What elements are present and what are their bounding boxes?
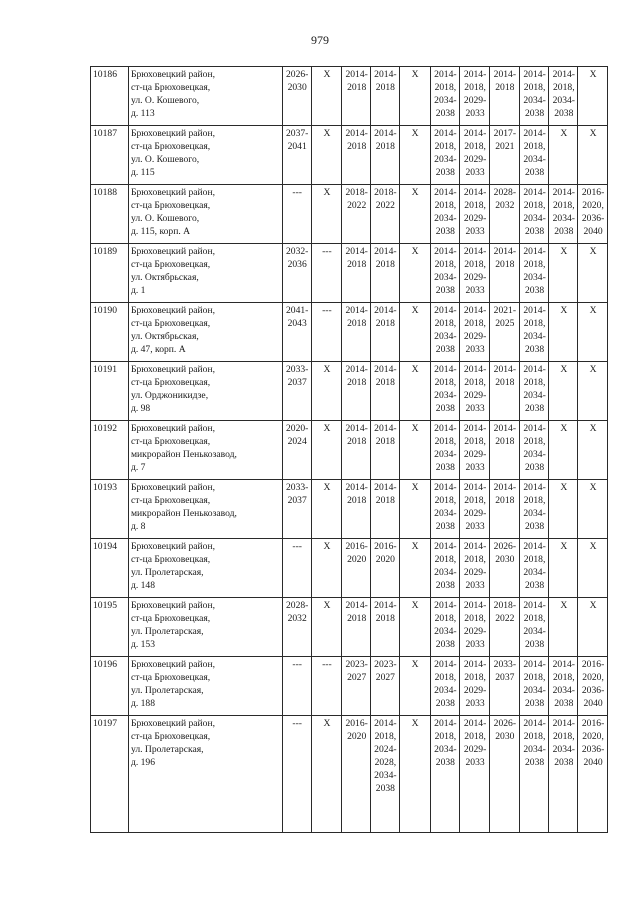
period-cell: 2041- 2043 <box>282 303 311 362</box>
row-number: 10193 <box>91 480 129 539</box>
period-cell: Х <box>399 598 430 657</box>
address-cell: Брюховецкий район, ст-ца Брюховецкая, ул. Пролетарская, д. 148 <box>128 539 282 598</box>
period-cell: 2014- 2018 <box>371 126 400 185</box>
period-cell: 2014- 2018, 2024- 2028, 2034- 2038 <box>371 716 400 833</box>
period-cell: --- <box>282 657 311 716</box>
address-cell: Брюховецкий район, ст-ца Брюховецкая, микрорайон Пенькозавод, д. 8 <box>128 480 282 539</box>
period-cell: 2014- 2018, 2034- 2038 <box>430 657 460 716</box>
period-cell: Х <box>399 480 430 539</box>
period-cell: 2014- 2018, 2034- 2038 <box>430 598 460 657</box>
period-cell: Х <box>578 244 608 303</box>
period-cell: 2014- 2018, 2034- 2038 <box>519 480 549 539</box>
period-cell: 2016- 2020, 2036- 2040 <box>578 657 608 716</box>
row-number: 10188 <box>91 185 129 244</box>
period-cell: 2014- 2018 <box>489 67 519 126</box>
period-cell: Х <box>549 598 578 657</box>
period-cell: 2026- 2030 <box>282 67 311 126</box>
period-cell: Х <box>578 421 608 480</box>
period-cell: 2014- 2018, 2029- 2033 <box>460 126 490 185</box>
period-cell: 2014- 2018, 2034- 2038 <box>430 126 460 185</box>
period-cell: 2014- 2018, 2029- 2033 <box>460 421 490 480</box>
period-cell: 2014- 2018, 2034- 2038 <box>549 716 578 833</box>
page-number: 979 <box>311 33 329 47</box>
period-cell: 2023- 2027 <box>342 657 371 716</box>
period-cell: --- <box>282 539 311 598</box>
period-cell: 2014- 2018, 2034- 2038 <box>430 303 460 362</box>
period-cell: --- <box>282 716 311 833</box>
period-cell: 2014- 2018, 2029- 2033 <box>460 303 490 362</box>
period-cell: Х <box>578 126 608 185</box>
period-cell: 2016- 2020, 2036- 2040 <box>578 185 608 244</box>
period-cell: 2014- 2018, 2034- 2038 <box>519 185 549 244</box>
period-cell: 2016- 2020 <box>371 539 400 598</box>
period-cell: 2016- 2020, 2036- 2040 <box>578 716 608 833</box>
period-cell: 2032- 2036 <box>282 244 311 303</box>
period-cell: 2018- 2022 <box>371 185 400 244</box>
period-cell: 2014- 2018, 2034- 2038 <box>519 244 549 303</box>
period-cell: 2014- 2018 <box>342 126 371 185</box>
row-number: 10186 <box>91 67 129 126</box>
row-number: 10192 <box>91 421 129 480</box>
period-cell: 2014- 2018, 2034- 2038 <box>519 303 549 362</box>
period-cell: 2014- 2018, 2029- 2033 <box>460 657 490 716</box>
period-cell: 2014- 2018, 2034- 2038 <box>549 657 578 716</box>
period-cell: 2028- 2032 <box>489 185 519 244</box>
row-number: 10191 <box>91 362 129 421</box>
period-cell: --- <box>282 185 311 244</box>
period-cell: 2023- 2027 <box>371 657 400 716</box>
period-cell: 2014- 2018, 2029- 2033 <box>460 598 490 657</box>
period-cell: 2014- 2018, 2029- 2033 <box>460 362 490 421</box>
period-cell: --- <box>311 244 342 303</box>
period-cell: 2017- 2021 <box>489 126 519 185</box>
period-cell: 2014- 2018, 2034- 2038 <box>519 716 549 833</box>
row-number: 10195 <box>91 598 129 657</box>
row-number: 10190 <box>91 303 129 362</box>
period-cell: Х <box>311 598 342 657</box>
period-cell: 2014- 2018, 2034- 2038 <box>519 598 549 657</box>
period-cell: Х <box>399 421 430 480</box>
period-cell: Х <box>399 67 430 126</box>
period-cell: Х <box>549 244 578 303</box>
row-number: 10187 <box>91 126 129 185</box>
period-cell: Х <box>549 126 578 185</box>
period-cell: Х <box>399 716 430 833</box>
period-cell: 2033- 2037 <box>282 480 311 539</box>
period-cell: 2014- 2018, 2034- 2038 <box>519 657 549 716</box>
period-cell: 2033- 2037 <box>282 362 311 421</box>
period-cell: --- <box>311 657 342 716</box>
period-cell: 2014- 2018 <box>489 421 519 480</box>
period-cell: 2014- 2018 <box>489 244 519 303</box>
period-cell: 2014- 2018 <box>342 480 371 539</box>
period-cell: 2014- 2018, 2029- 2033 <box>460 244 490 303</box>
period-cell: 2014- 2018, 2029- 2033 <box>460 185 490 244</box>
period-cell: 2014- 2018, 2034- 2038 <box>519 539 549 598</box>
period-cell: Х <box>549 303 578 362</box>
period-cell: Х <box>549 421 578 480</box>
table-row <box>91 362 608 421</box>
period-cell: 2014- 2018 <box>342 67 371 126</box>
period-cell: 2014- 2018, 2034- 2038 <box>430 716 460 833</box>
address-cell: Брюховецкий район, ст-ца Брюховецкая, ул. О. Кошевого, д. 115 <box>128 126 282 185</box>
period-cell: 2018- 2022 <box>342 185 371 244</box>
period-cell: 2014- 2018 <box>342 598 371 657</box>
period-cell: Х <box>311 67 342 126</box>
period-cell: 2014- 2018, 2034- 2038 <box>430 421 460 480</box>
table-row <box>91 421 608 480</box>
period-cell: Х <box>311 362 342 421</box>
period-cell: 2014- 2018, 2034- 2038 <box>430 539 460 598</box>
address-cell: Брюховецкий район, ст-ца Брюховецкая, ул. Орджоникидзе, д. 98 <box>128 362 282 421</box>
period-cell: Х <box>399 362 430 421</box>
period-cell: Х <box>311 421 342 480</box>
period-cell: 2026- 2030 <box>489 539 519 598</box>
period-cell: 2020- 2024 <box>282 421 311 480</box>
table-row <box>91 716 608 833</box>
address-cell: Брюховецкий район, ст-ца Брюховецкая, микрорайон Пенькозавод, д. 7 <box>128 421 282 480</box>
period-cell: Х <box>399 303 430 362</box>
table-body <box>91 67 608 833</box>
period-cell: 2014- 2018, 2034- 2038 <box>430 362 460 421</box>
period-cell: 2014- 2018 <box>371 362 400 421</box>
table-row <box>91 185 608 244</box>
period-cell: 2014- 2018, 2034- 2038 <box>519 362 549 421</box>
period-cell: Х <box>578 480 608 539</box>
period-cell: 2014- 2018 <box>342 244 371 303</box>
address-cell: Брюховецкий район, ст-ца Брюховецкая, ул. Октябрьская, д. 47, корп. А <box>128 303 282 362</box>
period-cell: 2026- 2030 <box>489 716 519 833</box>
period-cell: Х <box>399 244 430 303</box>
row-number: 10189 <box>91 244 129 303</box>
period-cell: 2028- 2032 <box>282 598 311 657</box>
period-cell: 2014- 2018, 2034- 2038 <box>519 67 549 126</box>
address-cell: Брюховецкий район, ст-ца Брюховецкая, ул. Пролетарская, д. 188 <box>128 657 282 716</box>
period-cell: Х <box>399 657 430 716</box>
period-cell: 2014- 2018 <box>489 362 519 421</box>
period-cell: 2016- 2020 <box>342 716 371 833</box>
period-cell: 2014- 2018 <box>371 303 400 362</box>
period-cell: Х <box>578 67 608 126</box>
table-row <box>91 657 608 716</box>
period-cell: 2033- 2037 <box>489 657 519 716</box>
period-cell: 2014- 2018, 2029- 2033 <box>460 480 490 539</box>
table-row <box>91 126 608 185</box>
period-cell: Х <box>578 598 608 657</box>
period-cell: Х <box>311 185 342 244</box>
period-cell: Х <box>578 362 608 421</box>
period-cell: 2018- 2022 <box>489 598 519 657</box>
period-cell: 2014- 2018, 2034- 2038 <box>430 244 460 303</box>
period-cell: Х <box>549 539 578 598</box>
table-row <box>91 480 608 539</box>
table-row <box>91 67 608 126</box>
period-cell: 2014- 2018 <box>371 67 400 126</box>
period-cell: 2014- 2018, 2034- 2038 <box>430 480 460 539</box>
row-number: 10196 <box>91 657 129 716</box>
period-cell: Х <box>578 303 608 362</box>
period-cell: 2014- 2018 <box>371 421 400 480</box>
housing-repair-schedule-table <box>90 66 608 833</box>
period-cell: 2014- 2018 <box>371 480 400 539</box>
address-cell: Брюховецкий район, ст-ца Брюховецкая, ул. Пролетарская, д. 196 <box>128 716 282 833</box>
period-cell: 2014- 2018, 2034- 2038 <box>519 126 549 185</box>
period-cell: 2021- 2025 <box>489 303 519 362</box>
row-number: 10197 <box>91 716 129 833</box>
period-cell: Х <box>399 126 430 185</box>
period-cell: 2014- 2018 <box>342 421 371 480</box>
period-cell: 2014- 2018, 2034- 2038 <box>519 421 549 480</box>
table-row <box>91 598 608 657</box>
period-cell: 2014- 2018, 2034- 2038 <box>430 67 460 126</box>
period-cell: 2014- 2018 <box>342 303 371 362</box>
period-cell: 2016- 2020 <box>342 539 371 598</box>
period-cell: 2014- 2018, 2034- 2038 <box>430 185 460 244</box>
table-row <box>91 303 608 362</box>
address-cell: Брюховецкий район, ст-ца Брюховецкая, ул. О. Кошевого, д. 113 <box>128 67 282 126</box>
period-cell: 2014- 2018, 2029- 2033 <box>460 716 490 833</box>
period-cell: 2014- 2018, 2029- 2033 <box>460 67 490 126</box>
period-cell: 2037- 2041 <box>282 126 311 185</box>
address-cell: Брюховецкий район, ст-ца Брюховецкая, ул. Пролетарская, д. 153 <box>128 598 282 657</box>
table-row <box>91 244 608 303</box>
address-cell: Брюховецкий район, ст-ца Брюховецкая, ул. Октябрьская, д. 1 <box>128 244 282 303</box>
period-cell: 2014- 2018, 2034- 2038 <box>549 67 578 126</box>
period-cell: 2014- 2018, 2029- 2033 <box>460 539 490 598</box>
table-row <box>91 539 608 598</box>
period-cell: Х <box>549 480 578 539</box>
period-cell: 2014- 2018 <box>371 598 400 657</box>
period-cell: Х <box>311 716 342 833</box>
period-cell: Х <box>578 539 608 598</box>
period-cell: --- <box>311 303 342 362</box>
period-cell: 2014- 2018 <box>342 362 371 421</box>
row-number: 10194 <box>91 539 129 598</box>
period-cell: Х <box>311 480 342 539</box>
period-cell: Х <box>311 539 342 598</box>
period-cell: 2014- 2018 <box>371 244 400 303</box>
period-cell: Х <box>399 185 430 244</box>
period-cell: Х <box>549 362 578 421</box>
period-cell: 2014- 2018 <box>489 480 519 539</box>
period-cell: 2014- 2018, 2034- 2038 <box>549 185 578 244</box>
period-cell: Х <box>311 126 342 185</box>
address-cell: Брюховецкий район, ст-ца Брюховецкая, ул. О. Кошевого, д. 115, корп. А <box>128 185 282 244</box>
period-cell: Х <box>399 539 430 598</box>
